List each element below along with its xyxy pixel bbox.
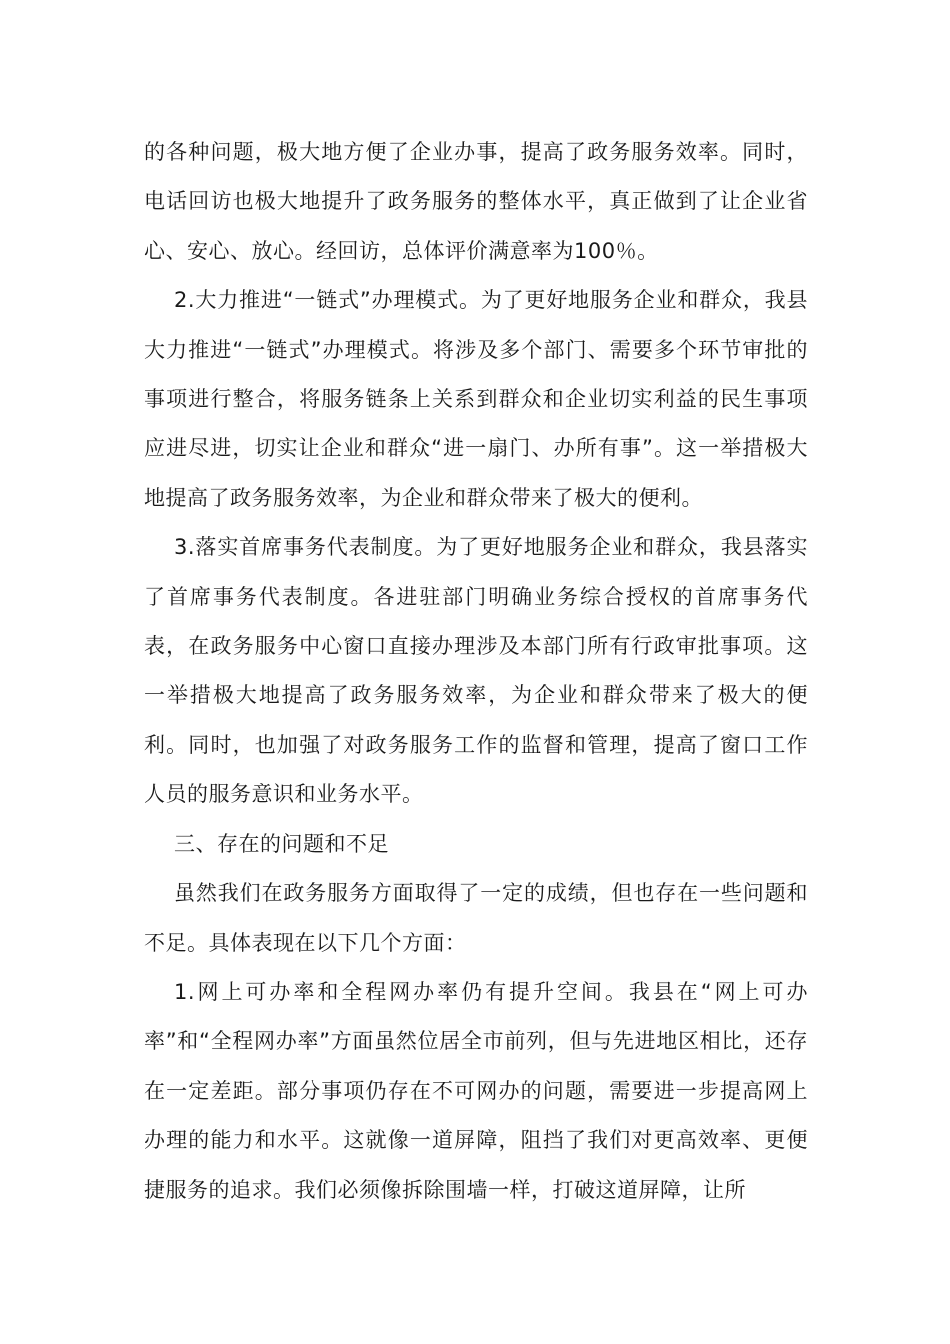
paragraph-continuation: 的各种问题，极大地方便了企业办事，提高了政务服务效率。同时，电话回访也极大地提升了政务服务的整体水平，真正做到了让企业省心、安心、放心。经回访，总体评价满意率为100％。 (144, 140, 808, 263)
paragraph-problems-intro: 虽然我们在政务服务方面取得了一定的成绩，但也存在一些问题和不足。具体表现在以下几个方面： (144, 881, 808, 955)
paragraph-chain-mode: 2.大力推进“一链式”办理模式。为了更好地服务企业和群众，我县大力推进“一链式”办理模式。将涉及多个部门、需要多个环节审批的事项进行整合，将服务链条上关系到群众和企业切实利益的民生事项应进尽进，切实让企业和群众“进一扇门、办所有事”。这一举措极大地提高了政务服务效率，为企业和群众带来了极大的便利。 (144, 288, 808, 510)
section-heading-problems: 三、存在的问题和不足 (174, 831, 389, 856)
document-page (144, 128, 808, 1215)
paragraph-online-rate: 1.网上可办率和全程网办率仍有提升空间。我县在“网上可办率”和“全程网办率”方面虽然位居全市前列，但与先进地区相比，还存在一定差距。部分事项仍存在不可网办的问题，需要进一步提高网上办理的能力和水平。这就像一道屏障，阻挡了我们对更高效率、更便捷服务的追求。我们必须像拆除围墙一样，打破这道屏障，让所 (144, 979, 808, 1202)
paragraph-chief-representative: 3.落实首席事务代表制度。为了更好地服务企业和群众，我县落实了首席事务代表制度。各进驻部门明确业务综合授权的首席事务代表，在政务服务中心窗口直接办理涉及本部门所有行政审批事项。这一举措极大地提高了政务服务效率，为企业和群众带来了极大的便利。同时，也加强了对政务服务工作的监督和管理，提高了窗口工作人员的服务意识和业务水平。 (144, 535, 808, 807)
